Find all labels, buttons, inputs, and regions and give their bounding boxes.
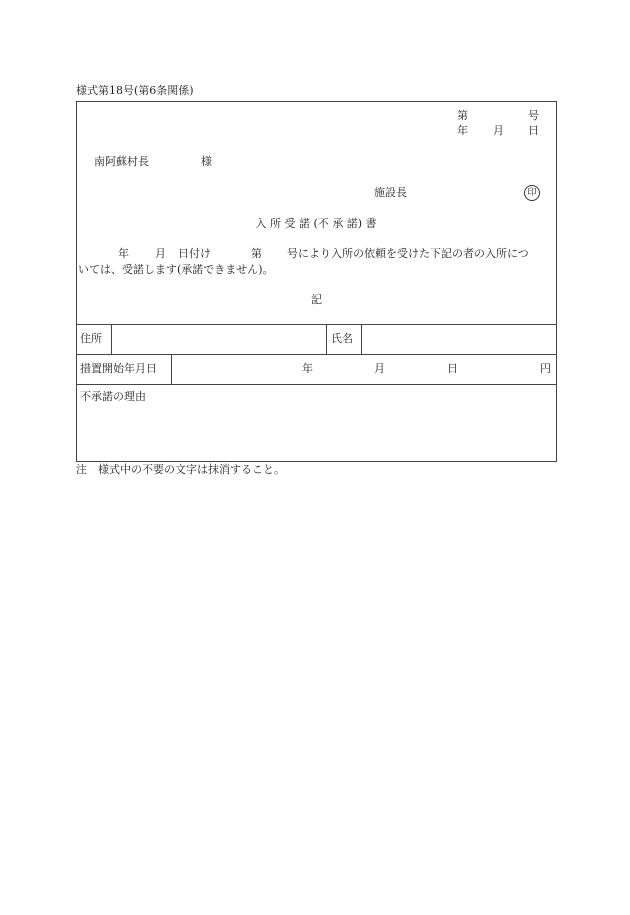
yen-label: 円 (540, 362, 551, 375)
sender-title: 施設長 (374, 186, 407, 199)
divider (76, 324, 556, 325)
date-year: 年 (457, 124, 468, 137)
divider (111, 324, 112, 354)
divider (76, 384, 556, 385)
address-label: 住所 (80, 332, 102, 345)
form-label: 様式第18号(第6条関係) (76, 84, 194, 97)
addressee-honorific: 様 (201, 155, 212, 168)
start-date-label: 措置開始年月日 (80, 362, 157, 375)
seal-icon: 印 (524, 185, 540, 201)
document-title: 入 所 受 諾 (不 承 諾) 書 (255, 217, 377, 230)
body-year: 年 (118, 247, 129, 260)
ki-label: 記 (311, 293, 322, 306)
divider (171, 354, 172, 384)
addressee-name: 南阿蘇村長 (94, 155, 149, 168)
footnote: 注 様式中の不要の文字は抹消すること。 (76, 463, 285, 476)
body-number-prefix: 第 (251, 247, 262, 260)
body-day-dated: 日付け (178, 247, 211, 260)
name-label: 氏名 (331, 332, 353, 345)
start-day: 日 (447, 362, 458, 375)
reason-label: 不承諾の理由 (80, 390, 146, 403)
start-month: 月 (374, 362, 385, 375)
number-suffix: 号 (528, 109, 539, 122)
start-year: 年 (302, 362, 313, 375)
number-prefix: 第 (457, 109, 468, 122)
divider (361, 324, 362, 354)
body-line1: 号により入所の依頼を受けた下記の者の入所につ (287, 247, 529, 260)
date-day: 日 (528, 124, 539, 137)
divider (76, 354, 556, 355)
body-line2: いては、受諾します(承諾できません)。 (78, 263, 274, 276)
divider (326, 324, 327, 354)
date-month: 月 (493, 124, 504, 137)
body-month: 月 (155, 247, 166, 260)
